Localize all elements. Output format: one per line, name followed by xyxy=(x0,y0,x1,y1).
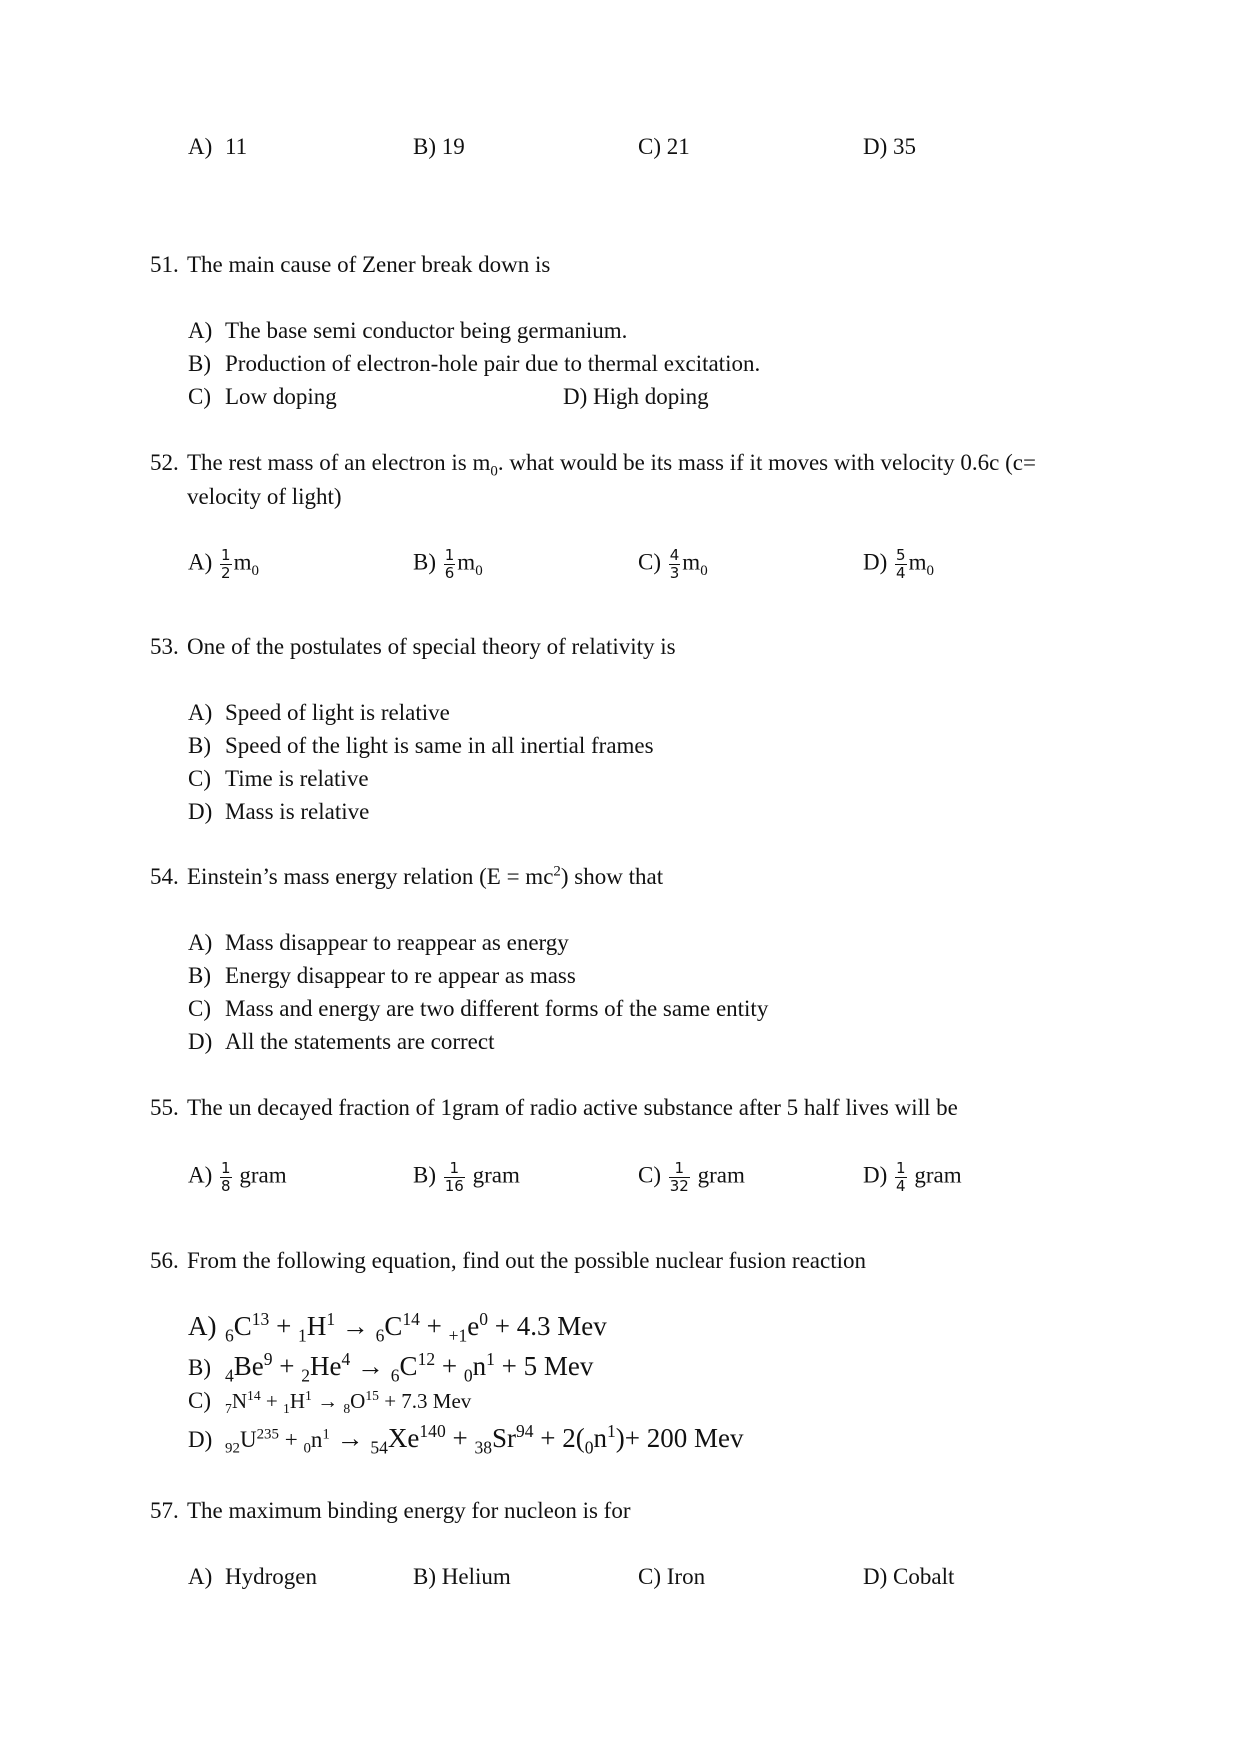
q52-option-a: A) $\frac{1}{2}$ $m_0$ xyxy=(188,546,259,582)
question-number: 57. xyxy=(150,1498,179,1523)
q56-option-d: D) $_{92}U^{235} + _0n^1 \to _{54}Xe^{140} + _{38}Sr^{94} + 2(_0n^1)+ 200$ Mev xyxy=(188,1421,744,1458)
q51-option-a: A) The base semi conductor being germanium. xyxy=(188,318,628,343)
q50-option-d: D) 35 xyxy=(863,134,917,159)
question-text: One of the postulates of special theory of relativity is xyxy=(187,634,676,659)
q55-option-a: A) $\frac{1}{8}$ gram xyxy=(188,1159,287,1195)
q56-option-a: A) $_6C^{13} + _1H^1 \to _6C^{14} + _{+1}e^0 + 4.3$ Mev xyxy=(188,1309,607,1346)
question-number: 52. xyxy=(150,450,179,475)
q50-option-a: A) 11 xyxy=(188,134,248,159)
q51-option-d: D) High doping xyxy=(563,384,709,409)
q52-option-b: B) $\frac{1}{6}$ $m_0$ xyxy=(413,546,483,582)
question-text-continued: velocity of light) xyxy=(187,484,342,510)
q54-option-c: C) Mass and energy are two different forms of the same entity xyxy=(188,996,769,1021)
question-52 xyxy=(150,448,1130,512)
q50-option-c: C) 21 xyxy=(638,134,690,159)
q53-option-b: B) Speed of the light is same in all inertial frames xyxy=(188,733,654,758)
question-text: Einstein’s mass energy relation $(E = mc^2)$ show that xyxy=(187,863,664,889)
question-53 xyxy=(150,632,1130,662)
q51-option-b: B) Production of electron-hole pair due to thermal excitation. xyxy=(188,351,761,376)
q51-options xyxy=(188,316,1088,415)
question-number: 56. xyxy=(150,1248,179,1273)
question-51 xyxy=(150,250,1130,280)
q56-options xyxy=(188,1308,1088,1460)
q56-option-c: C) $_7N^{14} + _1H^1 \to _8O^{15} + 7.3$ Mev xyxy=(188,1388,472,1417)
q57-option-d: D) Cobalt xyxy=(863,1564,955,1589)
q57-option-a: A) Hydrogen xyxy=(188,1564,317,1589)
q54-options xyxy=(188,928,1088,1060)
q52-options-row xyxy=(0,547,1240,587)
q57-option-c: C) Iron xyxy=(638,1564,706,1589)
question-57 xyxy=(150,1496,1130,1526)
q56-option-b: B) $_4Be^9 + _2He^4 \to _6C^{12} + _0n^1 + 5$ Mev xyxy=(188,1349,594,1386)
q57-options-row xyxy=(0,1562,1240,1602)
question-text: The rest mass of an electron is $m_0$. what would be its mass if it moves with velocity 0.6c (c= xyxy=(187,450,1036,480)
q53-option-c: C) Time is relative xyxy=(188,766,369,791)
q50-option-b: B) 19 xyxy=(413,134,465,159)
q54-option-b: B) Energy disappear to re appear as mass xyxy=(188,963,576,988)
question-text: The main cause of Zener break down is xyxy=(187,252,551,277)
q51-option-cd: C) Low doping D) High doping xyxy=(188,382,1088,415)
q53-option-d: D) Mass is relative xyxy=(188,799,370,824)
question-55 xyxy=(150,1093,1130,1123)
q52-option-c: C) $\frac{4}{3}$ $m_0$ xyxy=(638,546,708,582)
question-text: The un decayed fraction of 1gram of radio active substance after 5 half lives will be xyxy=(187,1095,958,1120)
q53-options xyxy=(188,698,1088,830)
q54-option-d: D) All the statements are correct xyxy=(188,1029,495,1054)
q52-option-d: D) $\frac{5}{4}$ $m_0$ xyxy=(863,546,934,582)
q53-option-a: A) Speed of light is relative xyxy=(188,700,450,725)
question-56 xyxy=(150,1246,1130,1276)
question-number: 51. xyxy=(150,252,179,277)
question-number: 53. xyxy=(150,634,179,659)
q54-option-a: A) Mass disappear to reappear as energy xyxy=(188,930,569,955)
q57-option-b: B) Helium xyxy=(413,1564,511,1589)
q55-options-row xyxy=(0,1160,1240,1200)
q55-option-b: B) $\frac{1}{16}$ gram xyxy=(413,1159,520,1195)
q55-option-c: C) $\frac{1}{32}$ gram xyxy=(638,1159,745,1195)
q50-options-row xyxy=(0,132,1240,172)
question-text: The maximum binding energy for nucleon is for xyxy=(187,1498,631,1523)
question-number: 54. xyxy=(150,864,179,889)
question-text: From the following equation, find out the possible nuclear fusion reaction xyxy=(187,1248,866,1273)
question-54 xyxy=(150,862,1130,892)
q55-option-d: D) $\frac{1}{4}$ gram xyxy=(863,1159,962,1195)
question-number: 55. xyxy=(150,1095,179,1120)
